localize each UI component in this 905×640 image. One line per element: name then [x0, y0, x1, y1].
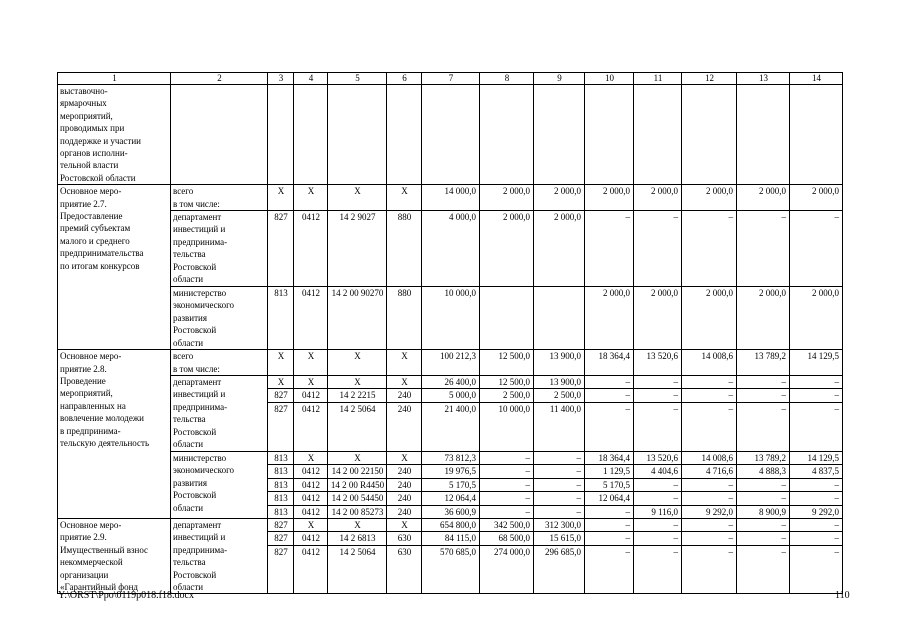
value-cell: 9 292,0	[682, 505, 736, 518]
value-stack-col14	[790, 375, 843, 451]
value-stack-col12	[682, 451, 737, 518]
value-cell: 9 116,0	[634, 505, 681, 518]
value-cell: –	[534, 478, 584, 491]
value-cell: 14 2 2215	[328, 389, 386, 402]
column-header-1: 1	[58, 73, 171, 85]
value-cell: –	[737, 532, 789, 545]
value-cell: 813	[268, 465, 293, 478]
value-cell-col10: 2 000,0	[585, 185, 634, 211]
header-row	[58, 73, 843, 85]
value-stack-col9	[534, 451, 585, 518]
value-cell: 2 500,0	[534, 389, 584, 402]
value-cell: 240	[387, 402, 421, 415]
activity-2-7-label: Основное меро- приятие 2.7. Предоставление премий субъектам малого и среднего предпринимательства по итогам конкурсов	[58, 185, 171, 350]
value-cell-col5: 14 2 9027	[328, 211, 387, 287]
value-stack-col6	[387, 451, 422, 518]
value-cell: 0412	[294, 478, 327, 491]
value-cell: 827	[268, 402, 293, 415]
value-cell-col12: –	[682, 211, 737, 287]
value-cell-col4: 0412	[294, 211, 328, 287]
value-cell: 240	[387, 492, 421, 505]
table-cell	[737, 85, 790, 185]
value-cell: 19 976,5	[422, 465, 479, 478]
value-cell: 813	[268, 492, 293, 505]
table-row-group	[58, 375, 843, 451]
value-cell: 4 404,6	[634, 465, 681, 478]
table-cell	[387, 85, 422, 185]
value-stack-col11	[634, 518, 682, 593]
value-stack-col11	[634, 375, 682, 451]
value-stack-col3	[268, 518, 294, 593]
value-cell: –	[480, 465, 533, 478]
value-cell-col3: Х	[268, 350, 294, 376]
value-stack-col4	[294, 451, 328, 518]
value-cell: 240	[387, 389, 421, 402]
value-cell: 13 520,6	[646, 452, 678, 463]
value-cell: –	[790, 478, 842, 491]
value-cell-col12: 2 000,0	[682, 185, 737, 211]
value-stack-col5	[328, 518, 387, 593]
value-cell: 12 064,4	[585, 492, 633, 505]
value-cell: –	[634, 532, 681, 545]
value-cell-col5: Х	[328, 185, 387, 211]
value-cell: 8 900,9	[737, 505, 789, 518]
value-cell: 630	[387, 532, 421, 545]
value-cell-col12: 2 000,0	[682, 287, 737, 350]
value-cell: –	[728, 376, 733, 387]
value-cell: –	[790, 389, 842, 402]
total-label: всего в том числе:	[171, 350, 268, 376]
value-cell: 4 837,5	[790, 465, 842, 478]
value-cell: 827	[274, 519, 288, 530]
value-cell: –	[790, 492, 842, 505]
value-cell: –	[737, 478, 789, 491]
value-cell: 827	[268, 389, 293, 402]
value-cell-col7: 100 212,3	[422, 350, 480, 376]
value-cell: Х	[307, 519, 315, 530]
value-cell: –	[534, 465, 584, 478]
value-stack-col14	[790, 451, 843, 518]
table-row	[58, 287, 843, 350]
value-cell: –	[534, 492, 584, 505]
value-cell-col4: Х	[294, 185, 328, 211]
value-stack-col5	[328, 375, 387, 451]
value-stack-col8	[480, 518, 534, 593]
value-cell: –	[673, 519, 678, 530]
value-cell-col11: 13 520,6	[634, 350, 682, 376]
value-cell-col11: 2 000,0	[634, 287, 682, 350]
footer-file-path: Y:\ORST\Ppo\0119p018.f18.docx	[58, 590, 194, 601]
value-stack-col12	[682, 375, 737, 451]
column-header-14: 14	[790, 73, 843, 85]
value-cell: –	[673, 376, 678, 387]
value-cell: –	[480, 492, 533, 505]
column-header-4: 4	[294, 73, 328, 85]
column-header-12: 12	[682, 73, 737, 85]
table-cell	[268, 85, 294, 185]
value-cell: –	[480, 478, 533, 491]
value-cell: Х	[277, 376, 285, 387]
value-cell: Х	[354, 519, 361, 530]
value-stack-col13	[737, 518, 790, 593]
value-cell: 827	[268, 532, 293, 545]
value-cell: 14 2 5064	[328, 545, 386, 558]
value-cell-col9	[534, 287, 585, 350]
value-cell: 5 170,5	[585, 478, 633, 491]
value-cell: –	[682, 478, 736, 491]
table-cell	[328, 85, 387, 185]
value-cell: –	[525, 452, 530, 463]
value-stack-col5	[328, 451, 387, 518]
table-row-group	[58, 518, 843, 593]
value-cell: 342 500,0	[494, 519, 530, 530]
value-cell: 813	[268, 505, 293, 518]
value-cell: –	[585, 532, 633, 545]
table-row	[58, 85, 843, 185]
value-cell: 827	[268, 545, 293, 558]
value-cell: –	[585, 389, 633, 402]
value-cell: 26 400,0	[444, 376, 476, 387]
value-cell-col14: –	[790, 211, 843, 287]
value-cell-col3: 813	[268, 287, 294, 350]
value-stack-col14	[790, 518, 843, 593]
value-cell: 11 400,0	[534, 402, 584, 415]
value-cell-col7: 4 000,0	[422, 211, 480, 287]
value-cell: 14 2 6813	[328, 532, 386, 545]
value-stack-col13	[737, 375, 790, 451]
value-cell: 1 129,5	[585, 465, 633, 478]
value-cell: –	[585, 545, 633, 558]
value-cell: 14 2 00 22150	[328, 465, 386, 478]
table-cell	[790, 85, 843, 185]
value-cell: 274 000,0	[480, 545, 533, 558]
table-row	[58, 185, 843, 211]
total-label: всего в том числе:	[171, 185, 268, 211]
value-cell: –	[682, 492, 736, 505]
value-cell: 14 2 00 R4450	[328, 478, 386, 491]
value-cell-col8	[480, 287, 534, 350]
footer-page-number: 110	[835, 590, 850, 601]
value-cell-col11: –	[634, 211, 682, 287]
value-cell-col11: 2 000,0	[634, 185, 682, 211]
value-cell: 21 400,0	[422, 402, 479, 415]
value-cell-col14: 2 000,0	[790, 287, 843, 350]
value-cell: 12 500,0	[498, 376, 530, 387]
value-cell: –	[737, 545, 789, 558]
value-cell-col4: 0412	[294, 287, 328, 350]
value-cell: –	[737, 492, 789, 505]
value-cell-col5: 14 2 00 90270	[328, 287, 387, 350]
value-stack-col6	[387, 375, 422, 451]
value-stack-col7	[422, 518, 480, 593]
value-cell-col6: 880	[387, 287, 422, 350]
department-label: департамент инвестиций и предпринима- тельства Ростовской области	[171, 375, 268, 451]
value-cell: 240	[387, 478, 421, 491]
activity-2-8-label: Основное меро- приятие 2.8. Проведение мероприятий, направленных на вовлечение молодежи в предпринима- тельскую деятельность	[58, 350, 171, 519]
table-cell	[682, 85, 737, 185]
table-row	[58, 350, 843, 376]
value-cell: –	[625, 376, 630, 387]
value-stack-col4	[294, 375, 328, 451]
value-cell-col9: 2 000,0	[534, 211, 585, 287]
value-stack-col4	[294, 518, 328, 593]
value-cell: –	[634, 492, 681, 505]
value-cell: 630	[387, 545, 421, 558]
value-cell: Х	[401, 519, 408, 530]
value-stack-col7	[422, 375, 480, 451]
value-stack-col9	[534, 375, 585, 451]
value-cell-col13: 13 789,2	[737, 350, 790, 376]
value-cell: 15 615,0	[534, 532, 584, 545]
value-stack-col3	[268, 451, 294, 518]
department-label: департамент инвестиций и предпринима- тельства Ростовской области	[171, 211, 268, 287]
value-cell: 4 888,3	[737, 465, 789, 478]
budget-table	[57, 72, 843, 594]
table-cell	[534, 85, 585, 185]
value-cell: 813	[268, 478, 293, 491]
value-cell: 0412	[294, 505, 327, 518]
value-cell: –	[634, 402, 681, 415]
activity-2-9-label: Основное меро- приятие 2.9. Имущественный взнос некоммерческой организации «Гарантийный фонд	[58, 518, 171, 593]
value-cell: Х	[307, 376, 315, 387]
value-cell-col9: 13 900,0	[534, 350, 585, 376]
value-cell: 10 000,0	[480, 402, 533, 415]
value-cell-col8: 2 000,0	[480, 211, 534, 287]
value-cell: –	[834, 519, 839, 530]
value-cell: –	[790, 532, 842, 545]
value-cell-col5: Х	[328, 350, 387, 376]
value-cell: 68 500,0	[480, 532, 533, 545]
table-cell	[171, 85, 268, 185]
value-stack-col10	[585, 518, 634, 593]
value-cell: 14 2 5064	[328, 402, 386, 415]
column-header-5: 5	[328, 73, 387, 85]
value-cell: 14 008,6	[701, 452, 733, 463]
value-cell: 13 900,0	[549, 376, 581, 387]
value-cell-col8: 2 000,0	[480, 185, 534, 211]
value-cell: 0412	[294, 402, 327, 415]
column-header-11: 11	[634, 73, 682, 85]
value-cell: –	[682, 545, 736, 558]
value-cell-col13: 2 000,0	[737, 185, 790, 211]
value-cell-col12: 14 008,6	[682, 350, 737, 376]
value-cell: –	[790, 402, 842, 415]
value-stack-col3	[268, 375, 294, 451]
value-cell-col10: –	[585, 211, 634, 287]
value-cell: 654 800,0	[440, 519, 476, 530]
value-cell: Х	[354, 376, 361, 387]
value-cell: –	[737, 402, 789, 415]
value-cell: –	[737, 389, 789, 402]
value-cell: 0412	[294, 389, 327, 402]
value-cell: 84 115,0	[422, 532, 479, 545]
value-stack-col11	[634, 451, 682, 518]
column-header-2: 2	[171, 73, 268, 85]
value-cell: 14 2 00 85273	[328, 505, 386, 518]
value-cell-col13: 2 000,0	[737, 287, 790, 350]
value-stack-col13	[737, 451, 790, 518]
value-cell: Х	[354, 452, 361, 463]
budget-table-page	[57, 72, 843, 594]
continued-item-label: выставочно- ярмарочных мероприятий, проводимых при поддержке и участии органов исполни- тельной власти Ростовской области	[58, 85, 171, 185]
value-cell: –	[781, 376, 786, 387]
value-cell-col3: 827	[268, 211, 294, 287]
value-cell: –	[480, 505, 533, 518]
value-cell: 570 685,0	[422, 545, 479, 558]
value-cell: –	[634, 545, 681, 558]
value-cell-col14: 14 129,5	[790, 350, 843, 376]
value-cell-col7: 14 000,0	[422, 185, 480, 211]
value-cell: 0412	[294, 492, 327, 505]
ministry-label: министерство экономического развития Ростовской области	[171, 287, 268, 350]
value-stack-col12	[682, 518, 737, 593]
value-cell-col10: 18 364,4	[585, 350, 634, 376]
value-cell: 296 685,0	[534, 545, 584, 558]
value-stack-col6	[387, 518, 422, 593]
value-cell: Х	[307, 452, 315, 463]
value-cell: 240	[387, 465, 421, 478]
column-header-3: 3	[268, 73, 294, 85]
value-stack-col9	[534, 518, 585, 593]
column-header-8: 8	[480, 73, 534, 85]
value-cell-col10: 2 000,0	[585, 287, 634, 350]
value-stack-col10	[585, 375, 634, 451]
value-cell: –	[634, 478, 681, 491]
column-header-6: 6	[387, 73, 422, 85]
value-cell-col14: 2 000,0	[790, 185, 843, 211]
value-cell: –	[728, 519, 733, 530]
value-cell: –	[682, 389, 736, 402]
column-header-13: 13	[737, 73, 790, 85]
value-cell: –	[576, 452, 581, 463]
value-cell-col6: Х	[387, 350, 422, 376]
table-cell	[294, 85, 328, 185]
value-cell-col8: 12 500,0	[480, 350, 534, 376]
value-cell: 14 129,5	[807, 452, 839, 463]
value-cell: 0412	[294, 465, 327, 478]
value-cell: 73 812,3	[444, 452, 476, 463]
column-header-10: 10	[585, 73, 634, 85]
value-stack-col7	[422, 451, 480, 518]
value-stack-col10	[585, 451, 634, 518]
value-cell: 9 292,0	[790, 505, 842, 518]
value-cell-col9: 2 000,0	[534, 185, 585, 211]
value-cell: 0412	[294, 545, 327, 558]
value-cell: –	[534, 505, 584, 518]
column-header-7: 7	[422, 73, 480, 85]
table-cell	[480, 85, 534, 185]
value-cell: 36 600,9	[422, 505, 479, 518]
value-cell: Х	[401, 376, 408, 387]
value-cell-col3: Х	[268, 185, 294, 211]
value-cell: 18 364,4	[598, 452, 630, 463]
value-cell: 813	[274, 452, 288, 463]
value-cell: 4 716,6	[682, 465, 736, 478]
value-cell: –	[682, 532, 736, 545]
value-cell: 5 000,0	[422, 389, 479, 402]
value-cell: –	[834, 376, 839, 387]
value-cell: Х	[401, 452, 408, 463]
table-cell	[585, 85, 634, 185]
value-cell: –	[634, 389, 681, 402]
table-row	[58, 211, 843, 287]
department-label: департамент инвестиций и предпринима- тельства Ростовской области	[171, 518, 268, 593]
value-cell-col6: 880	[387, 211, 422, 287]
value-cell: 5 170,5	[422, 478, 479, 491]
table-row-group	[58, 451, 843, 518]
value-cell: –	[790, 545, 842, 558]
value-cell: 0412	[294, 532, 327, 545]
column-header-9: 9	[534, 73, 585, 85]
value-stack-col8	[480, 451, 534, 518]
value-stack-col8	[480, 375, 534, 451]
value-cell: –	[682, 402, 736, 415]
value-cell-col7: 10 000,0	[422, 287, 480, 350]
table-cell	[422, 85, 480, 185]
value-cell: 12 064,4	[422, 492, 479, 505]
value-cell: 2 500,0	[480, 389, 533, 402]
table-cell	[634, 85, 682, 185]
value-cell: –	[781, 519, 786, 530]
value-cell: 240	[387, 505, 421, 518]
value-cell: 13 789,2	[754, 452, 786, 463]
value-cell: 14 2 00 54450	[328, 492, 386, 505]
value-cell: –	[625, 519, 630, 530]
ministry-label: министерство экономического развития Ростовской области	[171, 451, 268, 518]
value-cell-col4: Х	[294, 350, 328, 376]
value-cell: –	[585, 505, 633, 518]
value-cell: 312 300,0	[545, 519, 581, 530]
value-cell-col13: –	[737, 211, 790, 287]
value-cell: –	[585, 402, 633, 415]
value-cell-col6: Х	[387, 185, 422, 211]
